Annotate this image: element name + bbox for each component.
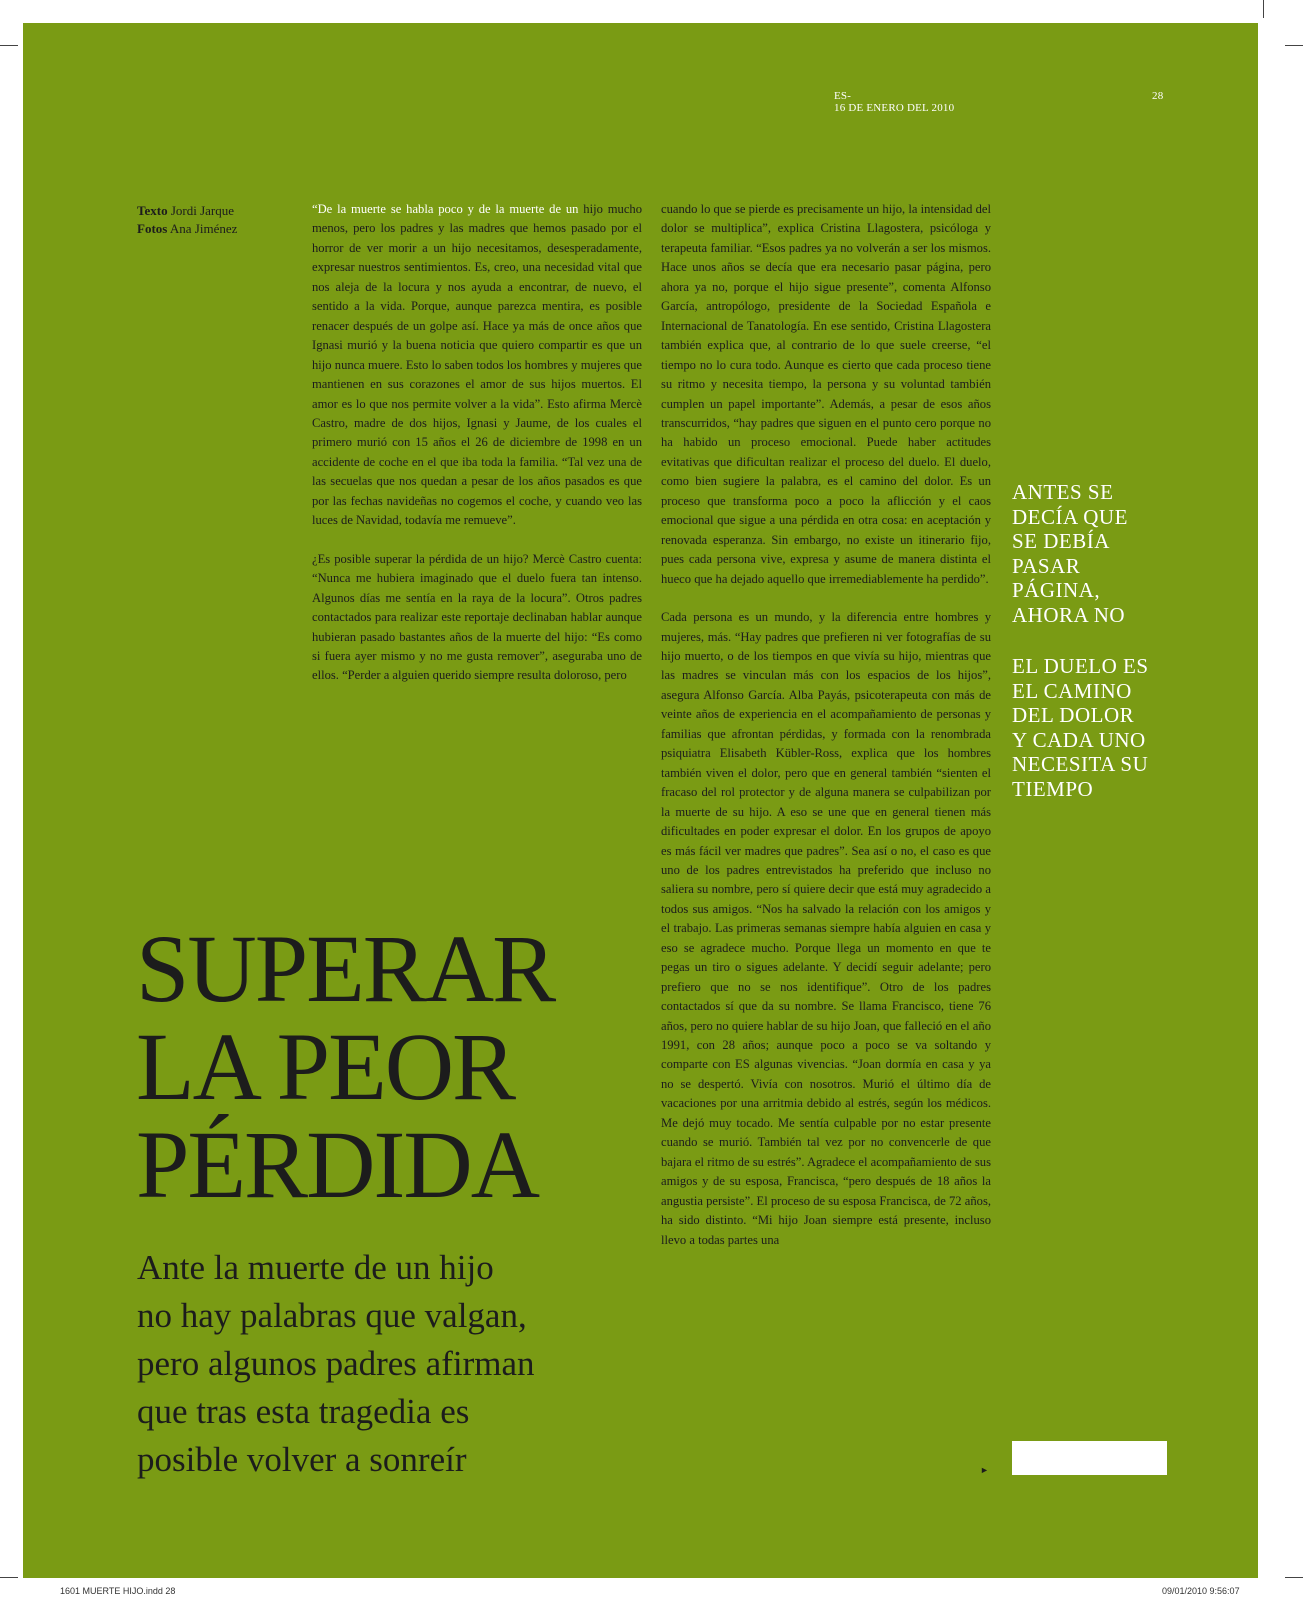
crop-mark bbox=[1263, 0, 1264, 18]
pullquote-line: EL DUELO ES bbox=[1012, 654, 1149, 678]
byline-photo-row bbox=[137, 220, 237, 238]
page-header bbox=[834, 90, 954, 114]
byline bbox=[137, 202, 237, 238]
byline-text-author: Jordi Jarque bbox=[170, 203, 235, 218]
pullquote-line: Y CADA UNO bbox=[1012, 727, 1146, 752]
crop-mark bbox=[1285, 1577, 1303, 1578]
paragraph: cuando lo que se pierde es precisamente un hijo, la intensidad del dolor se multiplica”, explica Cristina Llagostera, psicóloga y terapeuta familiar. “Esos padres ya no volverán a ser los mismos. Hace unos años se decía que era necesario pasar página, pero ahora ya no, porque el hijo sigue presente”, comenta Alfonso García, antropólogo, presidente de la Sociedad Española e Internacional de Tanatología. En ese sentido, Cristina Llagostera también explica que, al contrario de lo que suele creerse, “el tiempo no lo cura todo. Aunque es cierto que cada proceso tiene su ritmo y necesita tiempo, la persona y su voluntad también cumplen un papel importante”. Además, a pesar de esos años transcurridos, “hay padres que siguen en el punto cero porque no ha habido un proceso emocional. Puede haber actitudes evitativas que dificultan realizar el proceso del duelo. El duelo, como bien sugiere la palabra, es el camino del dolor. Es un proceso que transforma poco a poco la aflicción y el caos emocional que sigue a una pérdida en otra cosa: en aceptación y renovada esperanza. Sin embargo, no existe un itinerario fijo, pues cada persona vive, expresa y asume de manera distinta el hueco que ha dejado aquello que irremediablemente ha perdido”. bbox=[661, 202, 991, 586]
pullquote-line: DECÍA QUE bbox=[1012, 504, 1128, 529]
pullquote-line: PÁGINA, bbox=[1012, 578, 1101, 602]
print-slug-file: 1601 MUERTE HIJO.indd 28 bbox=[60, 1586, 176, 1596]
article-column-2 bbox=[661, 200, 991, 1250]
paragraph-text: hijo mucho menos, pero los padres y las madres que hemos pasado por el horror de ver morir a un hijo necesitamos, desesperadamente, expresar nuestros sentimientos. Es, creo, una necesidad vital que nos aleja de la locura y nos ayuda a encontrar, de nuevo, el sentido a la vida. Porque, aunque parezca mentira, es posible renacer después de un golpe así. Hace ya más de once años que Ignasi murió y la buena noticia que quiero compartir es que un hijo nunca muere. Esto lo saben todos los hombres y mujeres que mantienen en sus corazones el amor de sus hijos muertos. El amor es lo que nos permite volver a la vida”. Esto afirma Mercè Castro, madre de dos hijos, Ignasi y Jaume, de los cuales el primero murió con 15 años el 26 de diciembre de 1998 en un accidente de coche en el que iba toda la familia. “Tal vez una de las secuelas que nos quedan a pesar de los años pasados es que por las fechas navideñas no cogemos el coche, y cuando veo las luces de Navidad, todavía me remueve”. bbox=[312, 202, 643, 528]
byline-photo-label: Fotos bbox=[137, 221, 168, 236]
lead-in: “De la muerte se habla poco y de la muerte de un bbox=[312, 202, 579, 216]
page-number: 28 bbox=[1152, 90, 1164, 102]
crop-mark bbox=[1285, 45, 1303, 46]
headline-line: PÉRDIDA bbox=[136, 1111, 539, 1218]
subheadline-line: no hay palabras que valgan, bbox=[137, 1296, 527, 1335]
pullquote-line: PASAR bbox=[1012, 553, 1081, 578]
pullquote-line: SE DEBÍA bbox=[1012, 529, 1110, 553]
issue-date: 16 DE ENERO DEL 2010 bbox=[834, 102, 955, 114]
paragraph bbox=[312, 200, 642, 531]
subheadline bbox=[137, 1244, 657, 1484]
subheadline-line: que tras esta tragedia es bbox=[137, 1392, 470, 1431]
pullquote-line: EL CAMINO bbox=[1012, 678, 1132, 703]
byline-text-row bbox=[137, 202, 237, 220]
subheadline-line: Ante la muerte de un hijo bbox=[137, 1248, 494, 1287]
pullquote-1 bbox=[1012, 480, 1128, 627]
paragraph: Cada persona es un mundo, y la diferencia entre hombres y mujeres, más. “Hay padres que prefieren ni ver fotografías de su hijo muerto, o de los tiempos en que vivía su hijo, mientras que las madres se vinculan más con los espacios de los hijos”, asegura Alfonso García. Alba Payás, psicoterapeuta con más de veinte años de experiencia en el acompañamiento de personas y familias que afrontan pérdidas, y formada con la renombrada psiquiatra Elisabeth Kübler-Ross, explica que los hombres también viven el dolor, pero que en general también “sienten el fracaso del rol protector y de alguna manera se culpabilizan por la muerte de su hijo. A eso se une que en general tienen más dificultades en poder expresar el dolor. En los grupos de apoyo es más fácil ver madres que padres”. Sea así o no, el caso es que uno de los padres entrevistados ha preferido que incluso no saliera su nombre, pero sí quiere decir que está muy agradecido a todos sus amigos. “Nos ha salvado la relación con los amigos y el trabajo. Las primeras semanas siempre había alguien en casa y eso se agradece mucho. Porque llega un momento en que te pegas un tiro o sigues adelante. Y decidí seguir adelante; pero prefiero que no se nos identifique”. Otro de los padres contactados sí que da su nombre. Se llama Francisco, tiene 76 años, pero no quiere hablar de su hijo Joan, que falleció en el año 1991, con 28 años; aunque poco a poco se va soltando y comparte con ES algunas vivencias. “Joan dormía en casa y ya no se despertó. Vivía con nosotros. Murió el último día de vacaciones por una arritmia debido al estrés, según los médicos. Me dejó muy tocado. Me sentía culpable por no estar presente cuando se murió. También tal vez por no convencerle de que bajara el ritmo de su estrés”. Agradece el acompañamiento de sus amigos y de su esposa, Francisca, “pero después de 18 años la angustia persiste”. El proceso de su esposa Francisca, de 72 años, ha sido distinto. “Mi hijo Joan siempre está presente, incluso llevo a todas partes una bbox=[661, 610, 991, 1247]
continue-arrow-icon: ► bbox=[980, 1465, 989, 1475]
byline-photo-author: Ana Jiménez bbox=[169, 221, 238, 236]
crop-mark bbox=[0, 1577, 18, 1578]
section-label: ES- bbox=[834, 90, 852, 102]
headline bbox=[136, 915, 555, 1218]
pullquote-line: TIEMPO bbox=[1012, 776, 1094, 801]
blank-ad-box bbox=[1012, 1441, 1167, 1475]
headline-line: SUPERAR bbox=[136, 915, 555, 1022]
pullquote-line: NECESITA SU bbox=[1012, 752, 1149, 776]
paragraph: ¿Es posible superar la pérdida de un hijo? Mercè Castro cuenta: “Nunca me hubiera imaginado que el duelo fuera tan intenso. Algunos días me sentía en la raya de la locura”. Otros padres contactados para realizar este reportaje declinaban hablar aunque hubieran pasado bastantes años de la muerte del hijo: “Es como si fuera ayer mismo y no me gusta remover”, aseguraba uno de ellos. “Perder a alguien querido siempre resulta doloroso, pero bbox=[312, 551, 642, 683]
pullquote-line: AHORA NO bbox=[1012, 602, 1126, 627]
crop-mark bbox=[0, 45, 18, 46]
byline-text-label: Texto bbox=[137, 203, 168, 218]
pullquote-2 bbox=[1012, 654, 1149, 801]
print-slug-timestamp: 09/01/2010 9:56:07 bbox=[1162, 1586, 1240, 1596]
subheadline-line: pero algunos padres afirman bbox=[137, 1344, 535, 1383]
pullquote-line: DEL DOLOR bbox=[1012, 703, 1135, 727]
pullquote-line: ANTES SE bbox=[1012, 480, 1114, 504]
subheadline-line: posible volver a sonreír bbox=[137, 1440, 467, 1479]
article-column-1 bbox=[312, 200, 642, 686]
headline-line: LA PEOR bbox=[136, 1013, 515, 1120]
